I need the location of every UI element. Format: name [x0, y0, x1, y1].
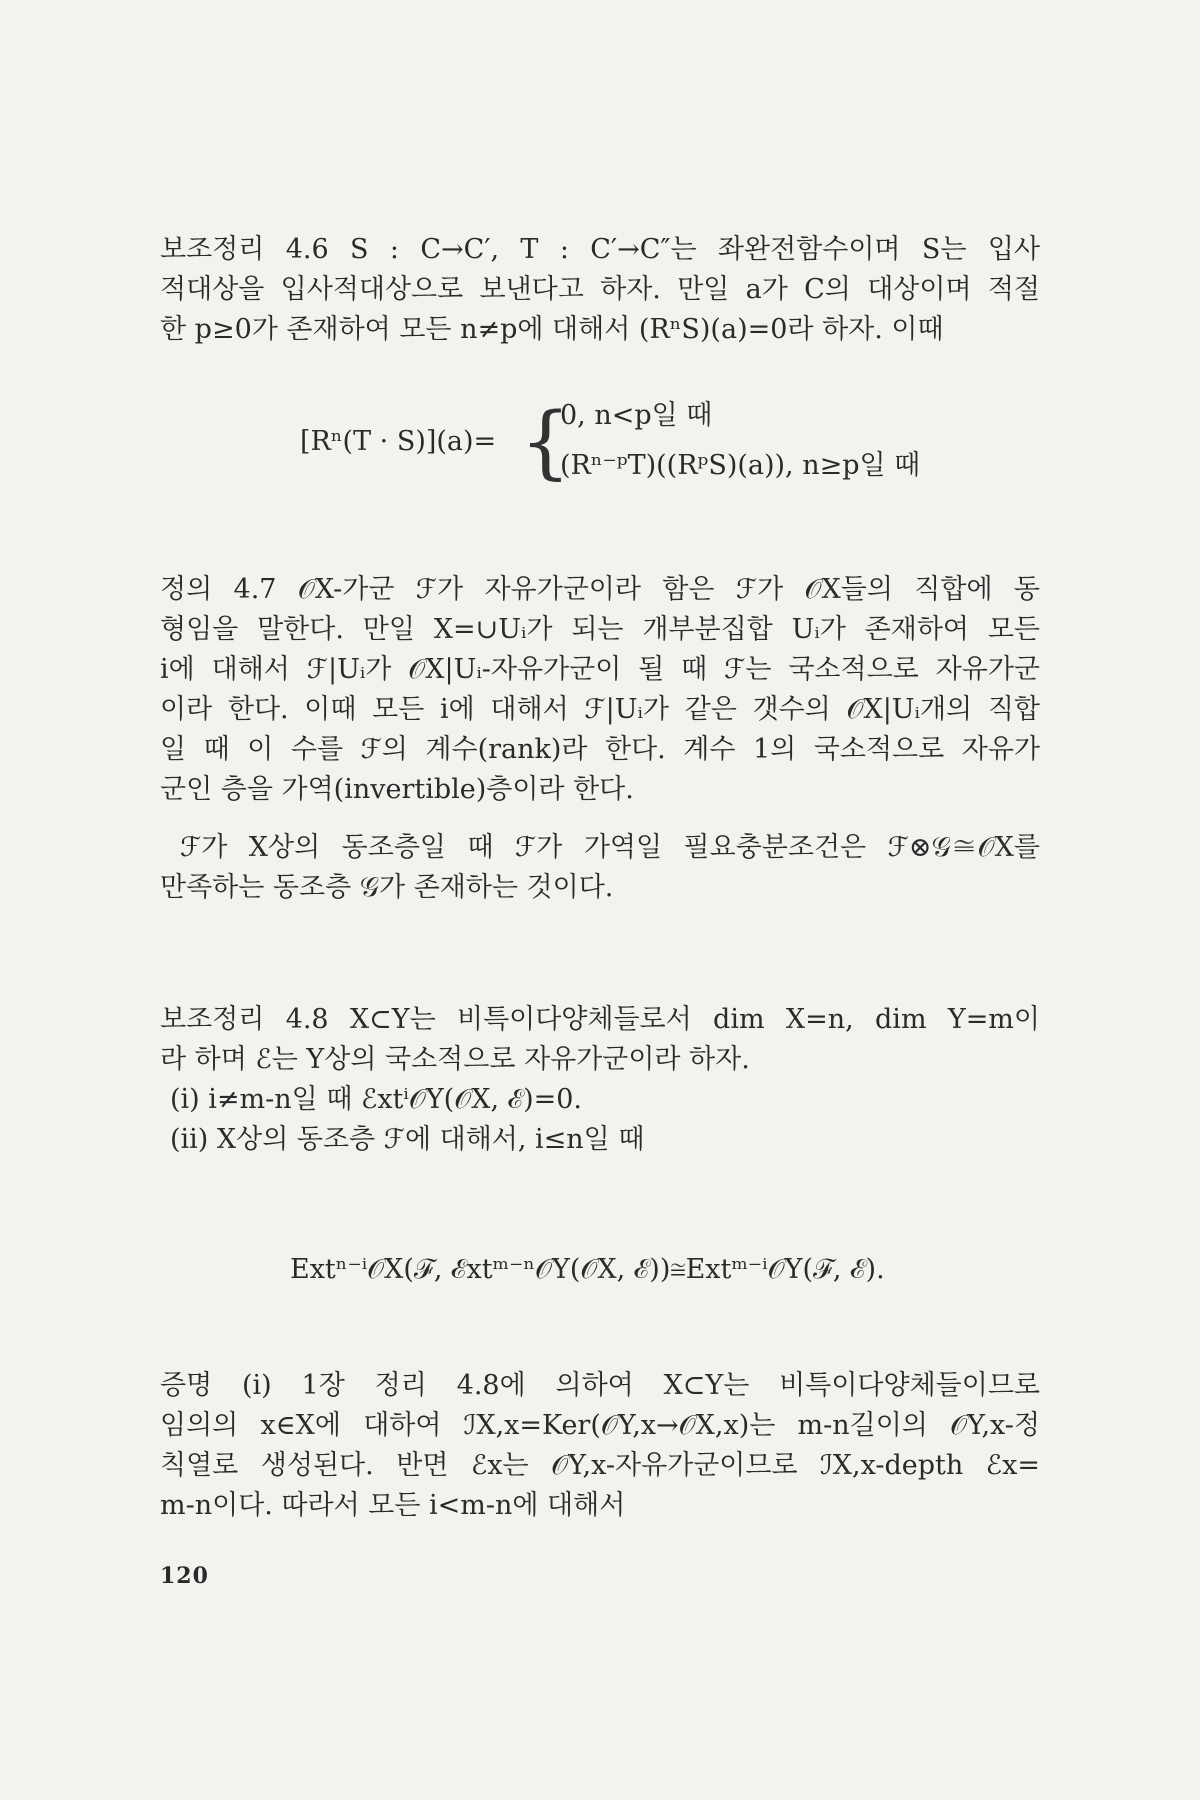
text-line: (ii) X상의 동조층 ℱ에 대해서, i≤n일 때 — [170, 1124, 645, 1155]
text-line: (i) i≠m-n일 때 ℰxtⁱ𝒪Y(𝒪X, ℰ)=0. — [170, 1084, 582, 1115]
lemma-4-6 — [160, 230, 1040, 350]
text-line: m-n이다. 따라서 모든 i<m-n에 대해서 — [160, 1490, 626, 1521]
definition-4-7-remark-cont — [160, 868, 1040, 908]
text-line: 형임을 말한다. 만일 X=∪Uᵢ가 되는 개부분집합 Uᵢ가 존재하여 모든 — [160, 614, 1040, 645]
text-line: 라 하며 ℰ는 Y상의 국소적으로 자유가군이라 하자. — [160, 1044, 750, 1075]
text-line: 보조정리 4.6 S : C→C′, T : C′→C″는 좌완전함수이며 S는 입사 — [160, 234, 1040, 265]
text-line: 일 때 이 수를 ℱ의 계수(rank)라 한다. 계수 1의 국소적으로 자유가 — [160, 734, 1040, 765]
text-line: 군인 층을 가역(invertible)층이라 한다. — [160, 774, 634, 805]
definition-4-7-remark — [180, 828, 1040, 868]
text-line: ℱ가 X상의 동조층일 때 ℱ가 가역일 필요충분조건은 ℱ⊗𝒢≅𝒪X를 — [180, 832, 1040, 863]
text-line: 정의 4.7 𝒪X-가군 ℱ가 자유가군이라 함은 ℱ가 𝒪X들의 직합에 동 — [160, 574, 1040, 605]
text-line: 칙열로 생성된다. 반면 ℰx는 𝒪Y,x-자유가군이므로 ℐX,x-depth ℰx= — [160, 1450, 1040, 1481]
text-line: 임의의 x∈X에 대하여 ℐX,x=Ker(𝒪Y,x→𝒪X,x)는 m-n길이의 𝒪Y,x-정 — [160, 1410, 1040, 1441]
formula-case-2: (Rⁿ⁻ᵖT)((RᵖS)(a)), n≥p일 때 — [560, 450, 921, 481]
lemma-4-8-items — [170, 1080, 1040, 1160]
text-line: 증명 (i) 1장 정리 4.8에 의하여 X⊂Y는 비특이다양체들이므로 — [160, 1370, 1040, 1401]
text-line: 보조정리 4.8 X⊂Y는 비특이다양체들로서 dim X=n, dim Y=m이 — [160, 1004, 1040, 1035]
formula-case-1: 0, n<p일 때 — [560, 400, 713, 431]
text-line: 이라 한다. 이때 모든 i에 대해서 ℱ|Uᵢ가 같은 갯수의 𝒪X|Uᵢ개의 직합 — [160, 694, 1040, 725]
definition-4-7 — [160, 570, 1040, 810]
text-line: i에 대해서 ℱ|Uᵢ가 𝒪X|Uᵢ-자유가군이 될 때 ℱ는 국소적으로 자유가군 — [160, 654, 1040, 685]
text-line: 만족하는 동조층 𝒢가 존재하는 것이다. — [160, 872, 614, 903]
lemma-4-8-formula: Extⁿ⁻ⁱ𝒪X(ℱ, ℰxtᵐ⁻ⁿ𝒪Y(𝒪X, ℰ))≅Extᵐ⁻ⁱ𝒪Y(ℱ, ℰ). — [290, 1254, 885, 1285]
page-number: 120 — [160, 1563, 209, 1589]
formula-lhs: [Rⁿ(T · S)](a)= — [300, 426, 497, 457]
left-brace: { — [520, 395, 571, 488]
text-line: 적대상을 입사적대상으로 보낸다고 하자. 만일 a가 C의 대상이며 적절 — [160, 274, 1040, 305]
text-line: 한 p≥0가 존재하여 모든 n≠p에 대해서 (RⁿS)(a)=0라 하자. 이때 — [160, 314, 944, 345]
lemma-4-8 — [160, 1000, 1040, 1080]
proof — [160, 1366, 1040, 1526]
